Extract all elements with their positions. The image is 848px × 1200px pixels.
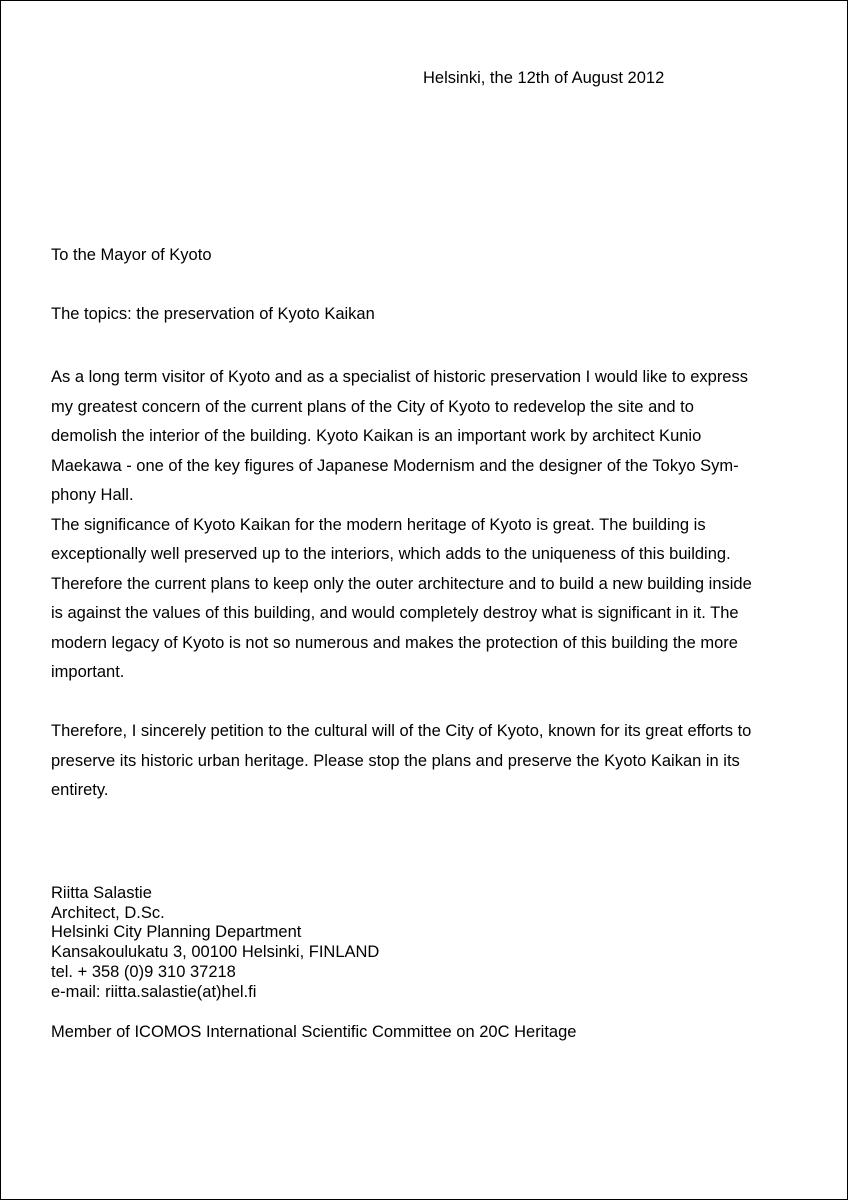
body-line: demolish the interior of the building. Kyoto Kaikan is an important work by architect Kunio [51,427,702,445]
body-line: exceptionally well preserved up to the interiors, which adds to the uniqueness of this building. [51,545,731,563]
signature-address: Kansakoulukatu 3, 00100 Helsinki, FINLAND [51,943,380,962]
letter-date: Helsinki, the 12th of August 2012 [423,69,665,87]
body-line: As a long term visitor of Kyoto and as a specialist of historic preservation I would like to express [51,368,748,386]
signature-block [51,884,379,1002]
letter-subject: The topics: the preservation of Kyoto Kaikan [51,305,375,323]
signature-name: Riitta Salastie [51,884,152,902]
signature-email: e-mail: riitta.salastie(at)hel.fi [51,982,257,1001]
letter-body [51,363,791,806]
body-line: Therefore the current plans to keep only the outer architecture and to build a new building inside [51,574,752,593]
body-line: entirety. [51,781,109,799]
body-line: The significance of Kyoto Kaikan for the modern heritage of Kyoto is great. The building is [51,515,706,534]
signature-phone: tel. + 358 (0)9 310 37218 [51,962,236,981]
body-line: phony Hall. [51,486,134,504]
body-line: preserve its historic urban heritage. Please stop the plans and preserve the Kyoto Kaikan in its [51,751,740,770]
body-line: is against the values of this building, and would completely destroy what is significant in it. The [51,604,739,622]
signature-department: Helsinki City Planning Department [51,923,302,942]
body-line: Therefore, I sincerely petition to the cultural will of the City of Kyoto, known for its great efforts to [51,722,752,740]
body-line: modern legacy of Kyoto is not so numerous and makes the protection of this building the more [51,633,738,652]
paragraph-gap [51,688,791,718]
body-line: my greatest concern of the current plans of the City of Kyoto to redevelop the site and to [51,397,694,416]
signature-title: Architect, D.Sc. [51,903,165,922]
body-line: important. [51,663,125,681]
body-line: Maekawa - one of the key figures of Japanese Modernism and the designer of the Tokyo Sym- [51,456,739,475]
letter-recipient: To the Mayor of Kyoto [51,246,212,264]
membership-note: Member of ICOMOS International Scientific Committee on 20C Heritage [51,1023,577,1041]
